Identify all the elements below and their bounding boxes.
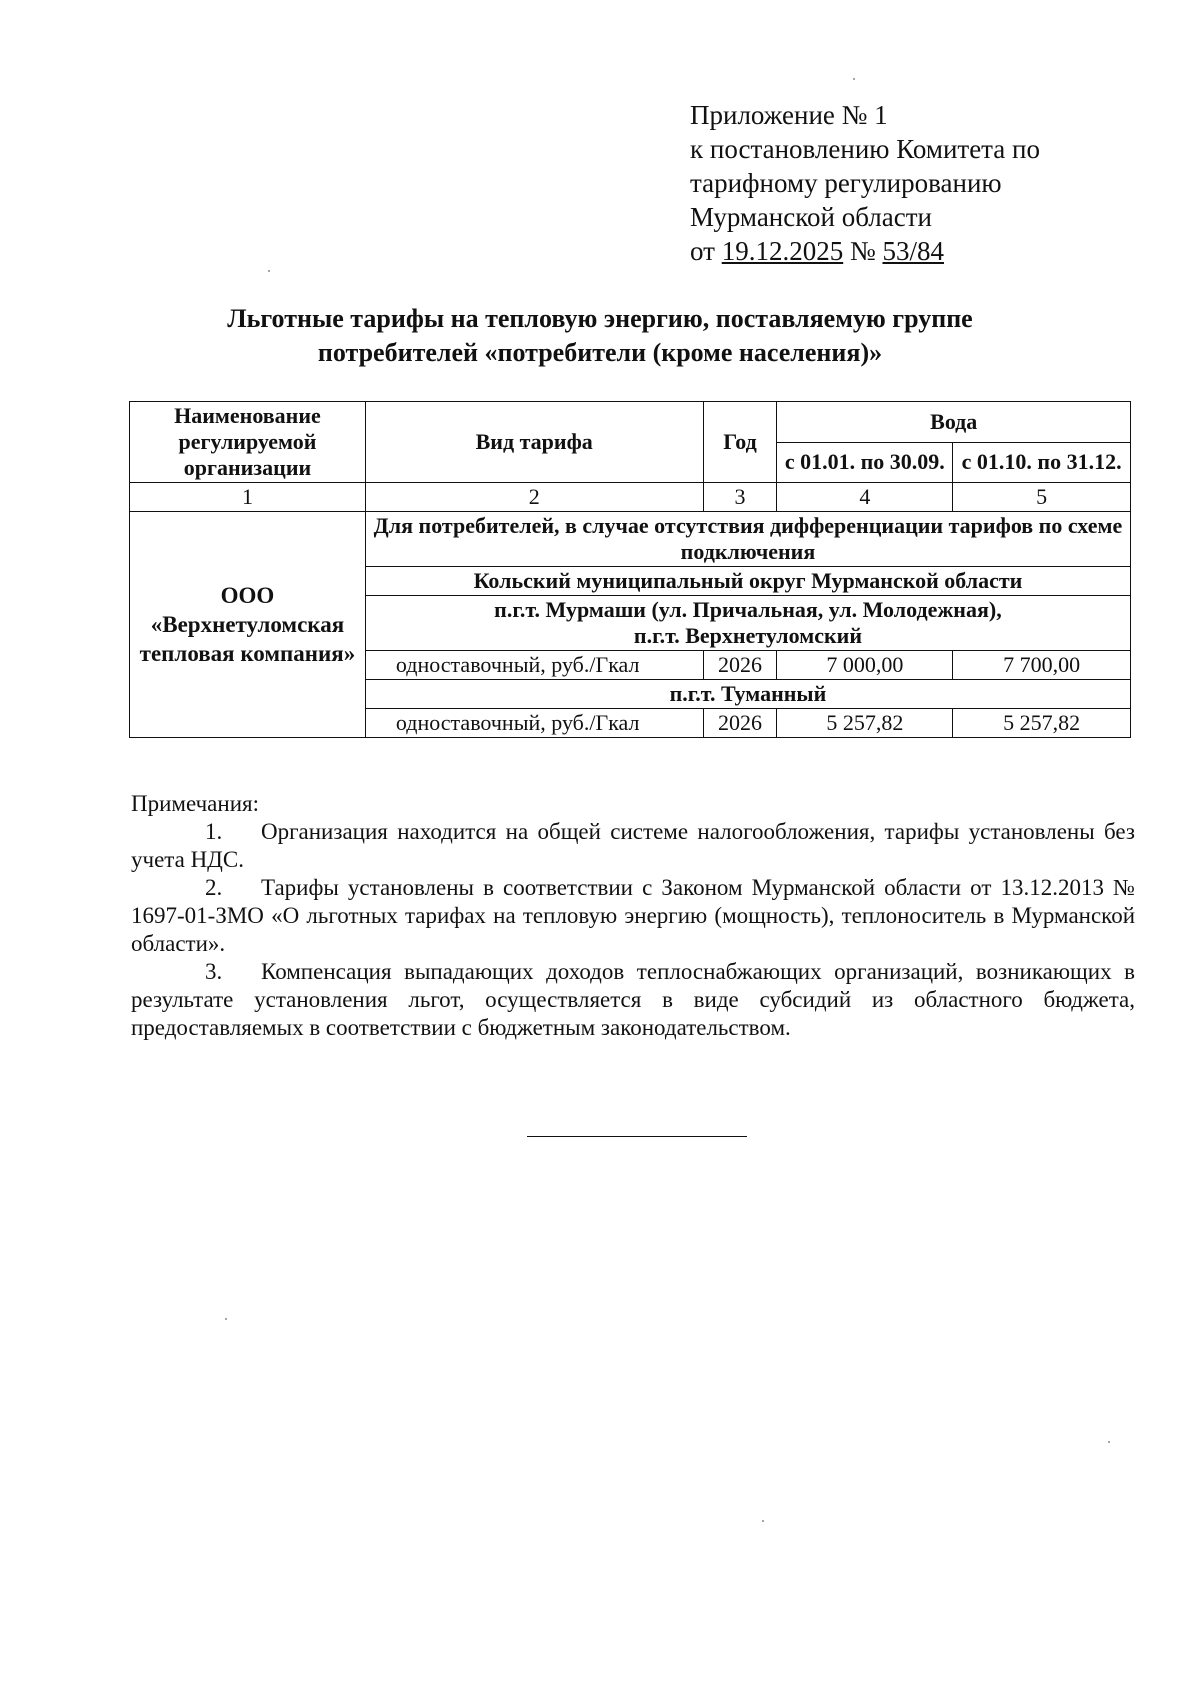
end-separator-line: [527, 1136, 747, 1137]
appendix-line-4: Мурманской области: [690, 202, 932, 232]
header-period-1: с 01.01. по 30.09.: [777, 442, 953, 483]
note-1-number: 1.: [205, 819, 223, 844]
note-2-number: 2.: [205, 875, 223, 900]
note-2: [131, 874, 1135, 958]
scan-speck: [268, 270, 270, 272]
document-title: [130, 302, 1070, 370]
column-number-4: 4: [777, 483, 953, 512]
scan-speck: [762, 1520, 764, 1522]
note-3: [131, 958, 1135, 1042]
appendix-number-sign: №: [849, 236, 876, 266]
column-number-row: [130, 483, 1131, 512]
locality-2-year: 2026: [703, 709, 777, 738]
locality-1-line-1: п.г.т. Мурмаши (ул. Причальная, ул. Молодежная),: [494, 597, 1002, 622]
appendix-line-1: Приложение № 1: [690, 100, 888, 130]
tariff-table: [129, 401, 1131, 738]
note-1-text: Организация находится на общей системе налогообложения, тарифы установлены без учета НДС.: [131, 819, 1135, 872]
header-year: Год: [703, 402, 777, 483]
section-title: Для потребителей, в случае отсутствия дифференциации тарифов по схеме подключения: [365, 512, 1130, 567]
locality-1-period-2: 7 700,00: [953, 651, 1131, 680]
appendix-line-2: к постановлению Комитета по: [690, 134, 1040, 164]
locality-1-tariff-type: одноставочный, руб./Гкал: [365, 651, 703, 680]
column-number-3: 3: [703, 483, 777, 512]
organization-name: ООО «Верхнетуломская тепловая компания»: [130, 512, 366, 738]
header-tariff-type: Вид тарифа: [365, 402, 703, 483]
locality-2-title: п.г.т. Туманный: [365, 680, 1130, 709]
note-3-text: Компенсация выпадающих доходов теплоснабжающих организаций, возникающих в результате установления льгот, осуществляется в виде субсидий из областного бюджета, предоставляемых в соответствии с бюджетным законодательством.: [131, 959, 1135, 1040]
locality-1-year: 2026: [703, 651, 777, 680]
appendix-from: от: [690, 236, 715, 266]
title-line-2: потребителей «потребители (кроме населения)»: [317, 338, 883, 367]
appendix-line-3: тарифному регулированию: [690, 168, 1002, 198]
locality-1-title: [365, 596, 1130, 651]
locality-1-period-1: 7 000,00: [777, 651, 953, 680]
section-row: [130, 512, 1131, 567]
column-number-2: 2: [365, 483, 703, 512]
scan-speck: [853, 78, 855, 80]
notes-block: [131, 790, 1135, 1042]
appendix-date: 19.12.2025: [721, 236, 844, 266]
column-number-1: 1: [130, 483, 366, 512]
note-1: [131, 818, 1135, 874]
note-3-number: 3.: [205, 959, 223, 984]
appendix-number: 53/84: [882, 236, 944, 266]
scan-speck: [1108, 1441, 1110, 1443]
column-number-5: 5: [953, 483, 1131, 512]
locality-2-period-1: 5 257,82: [777, 709, 953, 738]
header-row-1: [130, 402, 1131, 443]
title-line-1: Льготные тарифы на тепловую энергию, поставляемую группе: [227, 304, 973, 333]
notes-label: Примечания:: [131, 791, 259, 816]
locality-2-period-2: 5 257,82: [953, 709, 1131, 738]
header-org: Наименование регулируемой организации: [130, 402, 366, 483]
appendix-block: [690, 98, 1040, 268]
appendix-line-5: [690, 234, 1040, 268]
note-2-text: Тарифы установлены в соответствии с Законом Мурманской области от 13.12.2013 № 1697-01-ЗМО «О льготных тарифах на тепловую энергию (мощность), теплоноситель в Мурманской области».: [131, 875, 1135, 956]
district-title: Кольский муниципальный округ Мурманской области: [365, 567, 1130, 596]
header-water: Вода: [777, 402, 1131, 443]
scan-speck: [225, 1318, 227, 1320]
locality-2-tariff-type: одноставочный, руб./Гкал: [365, 709, 703, 738]
locality-1-line-2: п.г.т. Верхнетуломский: [633, 623, 863, 648]
header-period-2: с 01.10. по 31.12.: [953, 442, 1131, 483]
